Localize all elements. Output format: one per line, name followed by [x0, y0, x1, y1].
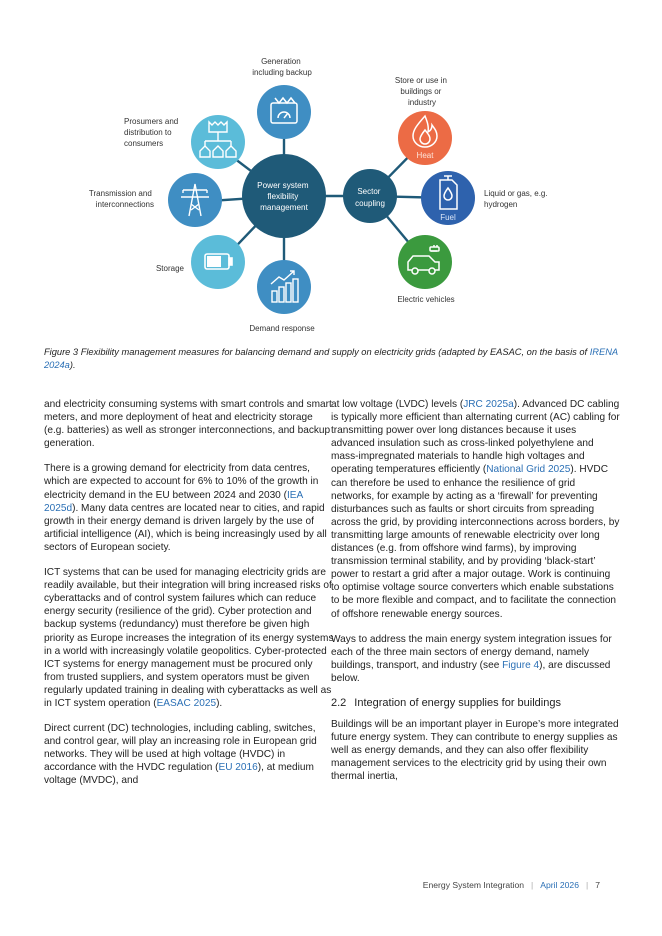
citation-link[interactable]: National Grid 2025: [486, 464, 571, 476]
generation-node: [257, 85, 311, 139]
storage-node: [191, 235, 245, 289]
generation-label: Generation including backup: [252, 57, 312, 77]
paragraph: at low voltage (LVDC) levels (JRC 2025a). Advanced DC cabling is typically more efficient than alternating current (AC) cabling for transmitting power over long distances because it uses advanced insulation such as cross-linked polyethylene and mass-impregnated materials to handle high voltages and operating temperatures efficiently (National Grid 2025). HVDC can therefore be used to enhance the resilience of grid networks, for example by acting as a ‘firewall’ for preventing disturbances such as faults or short circuits from spreading across the grid, by providing interconnections across borders, by transmitting large amounts of renewable electricity over long distances (e.g. from offshore wind farms), by improving transmission terminal stability, and by providing ‘black-start’ power to restart a grid after a major outage. Work is continuing to optimise voltage source converters which enable substations to be more flexible and compact, and to facilitate the connection of offshore renewable energy sources.: [331, 399, 620, 620]
transmission-node: [168, 173, 222, 227]
demand-node: [257, 260, 311, 314]
storage-label: Storage: [155, 264, 184, 273]
demand-label: Demand response: [249, 324, 315, 333]
flexibility-diagram: [0, 0, 662, 345]
citation-link[interactable]: EASAC 2025: [156, 697, 217, 709]
page-footer: Energy System Integration | April 2026 | 7: [422, 880, 600, 890]
transmission-label: Transmission and interconnections: [88, 189, 154, 209]
footer-title: Energy System Integration: [422, 880, 525, 890]
ev-label: Electric vehicles: [397, 295, 455, 304]
left-column: [44, 398, 334, 800]
fuel-label: Fuel: [440, 213, 456, 222]
sector-coupling-node: [343, 169, 397, 223]
center-label: Power system flexibility management: [257, 181, 309, 212]
citation-link[interactable]: EU 2016: [218, 762, 258, 774]
store-use-label: Store or use in buildings or industry: [394, 76, 447, 107]
section-heading: 2.2 Integration of energy supplies for buildings: [331, 696, 561, 709]
citation-link[interactable]: JRC 2025a: [463, 399, 514, 410]
heat-node: [398, 111, 452, 165]
caption-link[interactable]: IRENA 2024a: [44, 347, 618, 370]
ev-node: [398, 235, 452, 289]
figure-caption: Figure 3 Flexibility management measures for balancing demand and supply on electricity grids (adapted by EASAC, on the basis of IRENA 2024a).: [44, 347, 618, 370]
prosumers-label: Prosumers and distribution to consumers: [124, 117, 179, 148]
figure-link[interactable]: Figure 4: [502, 659, 540, 671]
paragraph: There is a growing demand for electricity from data centres, which are expected to account for 6% to 10% of the growth in electricity demand in the EU between 2024 and 2030 (IEA 2025d). Many data centres are located near to cities, and rapid growth in their energy demand is driven largely by the use of artificial intelligence (AI), which is being increasingly used by all sectors of European society.: [44, 463, 327, 553]
fuel-node: [421, 171, 475, 225]
right-column: [331, 398, 621, 796]
paragraph: Direct current (DC) technologies, including cabling, switches, and control gear, will play an increasing role in European grid networks. They will be used at high voltage (HVDC) in accordance with the HVDC regulation (EU 2016), at medium voltage (MVDC), and: [44, 723, 317, 787]
page-number: 7: [595, 880, 600, 890]
paragraph: and electricity consuming systems with smart controls and smart meters, and more deployment of heat and electricity storage (e.g. batteries) as well as stronger interconnections, and backup generation.: [44, 399, 332, 450]
sector-label: Sector coupling: [355, 187, 385, 208]
paragraph: Buildings will be an important player in Europe’s more integrated future energy system. They can contribute to energy supplies as well as energy demands, and they can also offer flexibility management services to the electricity grid by using their own thermal inertia,: [331, 719, 619, 783]
citation-link[interactable]: IEA 2025d: [44, 489, 303, 514]
footer-date: April 2026: [540, 880, 579, 890]
heat-label: Heat: [416, 151, 434, 160]
prosumers-node: [191, 115, 245, 169]
liquid-gas-label: Liquid or gas, e.g. hydrogen: [484, 189, 548, 209]
paragraph: ICT systems that can be used for managing electricity grids are readily available, but their integration will bring increased risks of cyberattacks and of control system failures which can reduce energy security (resilience of the grid). Cyber protection and backup systems (redundancy) must therefore be given high priority as Europe increases the integration of its energy systems in a world with increasingly volatile geopolitics. Cyber-protected ICT systems for energy management must be procured only from trusted suppliers, and system operators must be given regularly updated training in dealing with cyberattacks as well as in ICT system operation (EASAC 2025).: [44, 567, 334, 709]
paragraph: Ways to address the main energy system integration issues for each of the three main sectors of energy demand, namely buildings, transport, and industry (see Figure 4), are discussed below.: [331, 633, 612, 684]
